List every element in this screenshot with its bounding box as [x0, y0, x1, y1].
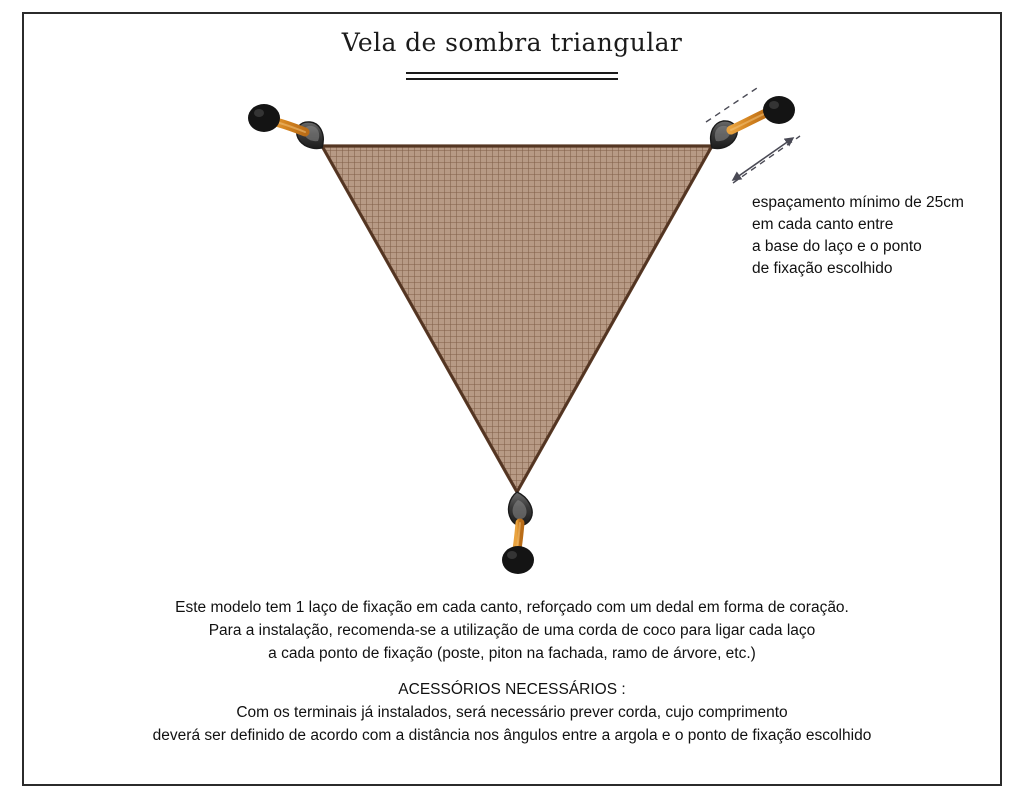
spacing-note-line-1: espaçamento mínimo de 25cm — [752, 194, 964, 211]
accessories-line-2: deverá ser definido de acordo com a distância nos ângulos entre a argola e o ponto de fixação escolhido — [152, 727, 872, 744]
spacing-note-line-4: de fixação escolhido — [752, 260, 893, 277]
corner-hardware-bottom — [502, 492, 534, 574]
page-title: Vela de sombra triangular — [341, 28, 683, 57]
accessories-block — [0, 678, 1024, 747]
accessories-line-1: Com os terminais já instalados, será necessário prever corda, cujo comprimento — [236, 704, 788, 721]
corner-hardware-top-right — [711, 96, 795, 149]
spacing-note — [752, 192, 964, 280]
accessories-heading: ACESSÓRIOS NECESSÁRIOS : — [398, 681, 626, 698]
spacing-arrow — [733, 138, 793, 180]
caption-block — [0, 596, 1024, 665]
caption-line-1: Este modelo tem 1 laço de fixação em cada canto, reforçado com um dedal em forma de coração. — [175, 599, 849, 616]
caption-line-3: a cada ponto de fixação (poste, piton na fachada, ramo de árvore, etc.) — [268, 645, 756, 662]
spacing-note-line-2: em cada canto entre — [752, 216, 894, 233]
anchor-point-top-left — [248, 104, 280, 132]
anchor-point-top-right — [763, 96, 795, 124]
anchor-point-bottom — [502, 546, 534, 574]
caption-line-2: Para a instalação, recomenda-se a utilização de uma corda de coco para ligar cada laço — [208, 622, 816, 639]
spacing-note-line-3: a base do laço e o ponto — [752, 238, 922, 255]
shade-sail-body — [322, 146, 712, 492]
corner-hardware-top-left — [248, 104, 323, 149]
